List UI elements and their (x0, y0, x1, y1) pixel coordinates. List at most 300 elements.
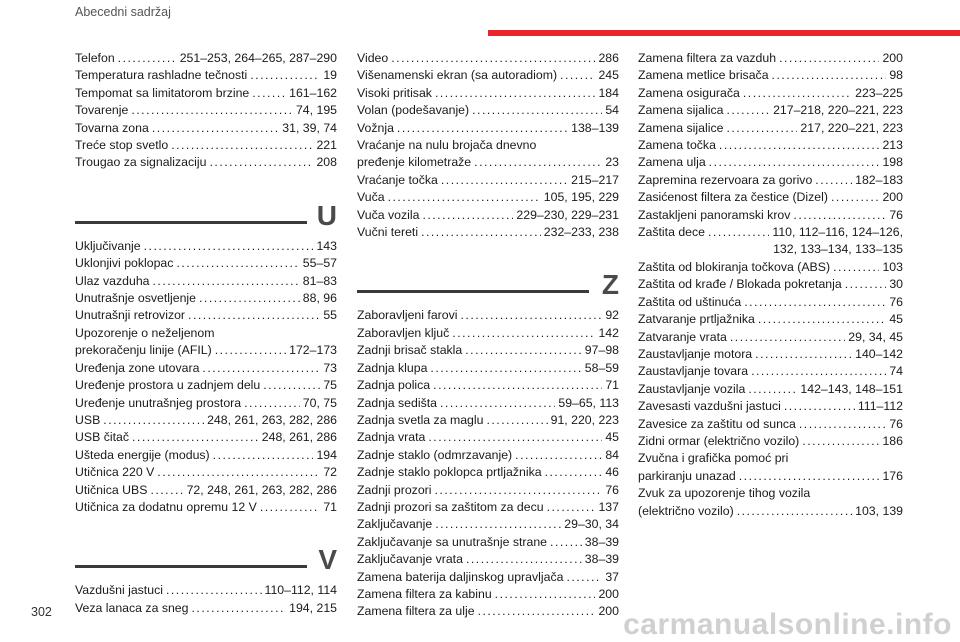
entry-name: Tovarenje (75, 103, 129, 118)
entry-name: Trougao za signalizaciju (75, 155, 207, 170)
index-entry (638, 381, 903, 398)
index-entry (75, 429, 337, 446)
index-entry (75, 120, 337, 137)
leader-dots (144, 238, 314, 255)
index-entry (638, 154, 903, 171)
entry-name: Zadnji brisač stakla (357, 343, 463, 358)
z-group-cont-2 (638, 259, 903, 450)
index-entry (638, 503, 903, 520)
entry-pages: 248, 261, 263, 282, 286 (207, 412, 337, 427)
index-entry (75, 273, 337, 290)
entry-pages: 98 (889, 68, 903, 83)
entry-pages: 200 (598, 604, 619, 619)
entry-name: Video (357, 51, 389, 65)
index-entry (638, 172, 903, 189)
index-entry (357, 377, 619, 394)
leader-dots (739, 468, 880, 485)
entry-name: Zaštita od uštinuća (638, 294, 742, 309)
index-entry (638, 85, 903, 102)
leader-dots (131, 102, 293, 119)
index-entry (357, 551, 619, 568)
entry-name: Zadnja klupa (357, 360, 428, 375)
index-entry (357, 67, 619, 84)
entry-pages: 76 (889, 294, 903, 309)
entry-pages: 59–65, 113 (558, 395, 619, 410)
leader-dots (784, 398, 855, 415)
watermark: carmanualsonline.info (623, 608, 952, 641)
section-header-z (357, 269, 619, 303)
entry-name: Zamena sijalica (638, 103, 724, 118)
leader-dots (545, 464, 603, 481)
entry-name: Visoki pritisak (357, 85, 432, 100)
index-entry (75, 395, 337, 412)
entry-name: Zadnje staklo (odmrzavanje) (357, 447, 513, 462)
page-number: 302 (31, 605, 52, 619)
entry-name: Zadnje staklo poklopca prtljažnika (357, 465, 542, 480)
entry-pages: 84 (605, 447, 619, 462)
entry-name: Zaustavljanje motora (638, 346, 753, 361)
entry-pages: 213 (882, 138, 903, 153)
entry-pages: 138–139 (571, 120, 619, 135)
entry-name: Uređenje unutrašnjeg prostora (75, 395, 242, 410)
entry-pages: 161–162 (289, 85, 337, 100)
entry-name: Veza lanaca za sneg (75, 600, 189, 615)
u-group (75, 238, 337, 325)
section-letter: U (316, 199, 337, 231)
leader-dots (815, 172, 852, 189)
entry-name: (električno vozilo) (638, 503, 734, 518)
leader-dots (244, 395, 300, 412)
index-entry (638, 137, 903, 154)
leader-dots (263, 377, 320, 394)
section-divider (75, 565, 307, 568)
leader-dots (709, 154, 880, 171)
leader-dots (550, 534, 582, 551)
index-entry-line: Zvuk za upozorenje tihog vozila (638, 486, 811, 501)
index-entry (357, 50, 619, 67)
leader-dots (118, 50, 177, 67)
entry-name: Vraćanje točka (357, 172, 438, 187)
entry-pages: 19 (323, 68, 337, 83)
entry-name: Zaključavanje vrata (357, 552, 463, 567)
leader-dots (252, 85, 286, 102)
index-entry (638, 416, 903, 433)
entry-pages: 221 (316, 138, 337, 153)
entry-name: Zamena osigurača (638, 85, 740, 100)
entry-name: Zamena točka (638, 138, 716, 153)
entry-pages: 103, 139 (855, 503, 903, 518)
entry-pages: 103 (882, 259, 903, 274)
leader-dots (192, 600, 287, 617)
entry-pages: 55–57 (302, 256, 337, 271)
entry-pages: 200 (882, 190, 903, 205)
t-group (75, 50, 337, 172)
leader-dots (845, 276, 887, 293)
entry-pages: 88, 96 (302, 291, 337, 306)
index-entry (75, 290, 337, 307)
index-entry (357, 534, 619, 551)
entry-name: Zadnja svetla za maglu (357, 412, 484, 427)
leader-dots (755, 346, 852, 363)
section-header-u (75, 200, 337, 234)
entry-name: Zamena filtera za ulje (357, 604, 475, 619)
index-entry (75, 102, 337, 119)
entry-name: Zamena filtera za vazduh (638, 51, 777, 65)
leader-dots (152, 120, 279, 137)
entry-pages: 76 (605, 482, 619, 497)
entry-pages: 73 (323, 360, 337, 375)
section-letter: V (318, 544, 337, 576)
entry-pages: 29–30, 34 (564, 517, 619, 532)
entry-name: Telefon (75, 51, 115, 65)
entry-pages: 186 (882, 433, 903, 448)
leader-dots (435, 482, 603, 499)
section-divider (75, 221, 307, 224)
entry-name: Zaštita od blokiranja točkova (ABS) (638, 259, 831, 274)
leader-dots (422, 207, 513, 224)
leader-dots (430, 360, 581, 377)
entry-name: Zidni ormar (električno vozilo) (638, 433, 800, 448)
entry-pages: 23 (605, 155, 619, 170)
leader-dots (793, 207, 886, 224)
entry-pages: 76 (889, 207, 903, 222)
index-entry (638, 102, 903, 119)
index-entry (75, 238, 337, 255)
entry-pages: 76 (889, 416, 903, 431)
entry-pages: 111–112 (857, 399, 903, 414)
leader-dots (397, 120, 568, 137)
entry-pages: 215–217 (571, 172, 619, 187)
entry-name: Tempomat sa limitatorom brzine (75, 85, 250, 100)
index-entry (638, 207, 903, 224)
leader-dots (474, 154, 602, 171)
index-entry (75, 50, 337, 67)
index-column-1 (75, 50, 337, 617)
leader-dots (737, 503, 852, 520)
entry-name: Vuča (357, 190, 385, 205)
leader-dots (495, 586, 596, 603)
leader-dots (726, 120, 797, 137)
entry-name: prekoračenju linije (AFIL) (75, 343, 212, 358)
entry-name: Zamena baterija daljinskog upravljača (357, 569, 564, 584)
v-group-cont-2 (357, 172, 619, 242)
section-header-v (75, 544, 337, 578)
index-entry (75, 464, 337, 481)
index-entry (75, 85, 337, 102)
leader-dots (726, 102, 770, 119)
index-entry-line: Upozorenje o neželjenom (75, 325, 215, 340)
index-entry (75, 412, 337, 429)
leader-dots (260, 499, 320, 516)
entry-pages: 105, 195, 229 (543, 190, 619, 205)
index-entry (638, 311, 903, 328)
entry-name: Zaboravljen ključ (357, 325, 450, 340)
entry-name: Uključivanje (75, 238, 141, 253)
entry-pages: 71 (323, 499, 337, 514)
entry-pages: 38–39 (584, 534, 619, 549)
index-entry (638, 259, 903, 276)
index-entry (357, 395, 619, 412)
leader-dots (772, 67, 887, 84)
entry-name: Zasićenost filtera za čestice (Dizel) (638, 190, 828, 205)
entry-name: Zamena metlice brisača (638, 68, 769, 83)
entry-name: Zatvaranje vrata (638, 329, 727, 344)
entry-name: Zavesice za zaštitu od sunca (638, 416, 796, 431)
entry-pages: 184 (598, 85, 619, 100)
entry-name: Zadnja sedišta (357, 395, 437, 410)
entry-pages: 200 (882, 51, 903, 65)
entry-pages: 251–253, 264–265, 287–290 (179, 51, 337, 65)
index-entry (357, 603, 619, 620)
entry-name: Zadnja polica (357, 378, 431, 393)
index-entry (638, 50, 903, 67)
index-entry (75, 377, 337, 394)
index-entry (357, 499, 619, 516)
leader-dots (433, 377, 602, 394)
leader-dots (388, 189, 541, 206)
index-entry (638, 67, 903, 84)
index-entry (75, 154, 337, 171)
index-column-3 (638, 50, 903, 520)
v-group (75, 582, 337, 617)
entry-pages: 74 (889, 364, 903, 379)
index-entry (357, 172, 619, 189)
entry-pages: 72 (323, 465, 337, 480)
index-entry (357, 102, 619, 119)
entry-pages: 70, 75 (302, 395, 337, 410)
index-entry-continuation: 132, 133–134, 133–135 (773, 242, 903, 257)
index-entry (357, 586, 619, 603)
entry-name: Zaboravljeni farovi (357, 308, 458, 323)
entry-name: Zamena filtera za kabinu (357, 586, 492, 601)
entry-pages: 72, 248, 261, 263, 282, 286 (186, 482, 337, 497)
entry-name: Zaštita dece (638, 225, 705, 240)
leader-dots (515, 447, 602, 464)
entry-name: Zastakljeni panoramski krov (638, 207, 791, 222)
entry-name: Tovarna zona (75, 120, 149, 135)
entry-name: Uređenje prostora u zadnjem delu (75, 378, 261, 393)
entry-pages: 45 (605, 430, 619, 445)
entry-pages: 223–225 (855, 85, 903, 100)
entry-pages: 142 (598, 325, 619, 340)
entry-pages: 140–142 (855, 346, 903, 361)
index-entry (638, 120, 903, 137)
index-entry (357, 447, 619, 464)
index-entry (75, 137, 337, 154)
leader-dots (799, 416, 886, 433)
entry-pages: 245 (598, 68, 619, 83)
leader-dots (166, 582, 262, 599)
entry-pages: 142–143, 148–151 (800, 381, 903, 396)
entry-pages: 75 (323, 378, 337, 393)
entry-name: Zaustavljanje tovara (638, 364, 749, 379)
entry-pages: 182–183 (855, 172, 903, 187)
entry-name: Višenamenski ekran (sa autoradiom) (357, 68, 558, 83)
entry-pages: 58–59 (584, 360, 619, 375)
entry-name: Zadnja vrata (357, 430, 426, 445)
entry-name: Zamena sijalice (638, 120, 724, 135)
leader-dots (250, 67, 320, 84)
index-column-2 (357, 50, 619, 621)
index-entry (75, 67, 337, 84)
section-divider (357, 290, 589, 293)
entry-name: Zavesasti vazdušni jastuci (638, 399, 781, 414)
leader-dots (730, 329, 845, 346)
leader-dots (547, 499, 596, 516)
leader-dots (758, 311, 886, 328)
index-entry (638, 433, 903, 450)
entry-pages: 29, 34, 45 (848, 329, 903, 344)
entry-pages: 74, 195 (295, 103, 337, 118)
entry-pages: 229–230, 229–231 (516, 207, 619, 222)
index-entry (357, 412, 619, 429)
leader-dots (153, 273, 300, 290)
entry-pages: 97–98 (584, 343, 619, 358)
leader-dots (560, 67, 595, 84)
index-entry (75, 307, 337, 324)
index-entry (357, 154, 619, 171)
entry-pages: 194, 215 (289, 600, 337, 615)
leader-dots (171, 137, 313, 154)
leader-dots (486, 412, 547, 429)
entry-pages: 176 (882, 468, 903, 483)
entry-pages: 143 (316, 238, 337, 253)
entry-name: Uklonjivi poklopac (75, 256, 174, 271)
leader-dots (213, 447, 314, 464)
entry-name: Unutrašnje osvetljenje (75, 291, 196, 306)
index-entry (357, 325, 619, 342)
entry-pages: 71 (605, 378, 619, 393)
leader-dots (831, 189, 879, 206)
leader-dots (421, 224, 541, 241)
entry-pages: 38–39 (584, 552, 619, 567)
entry-pages: 81–83 (302, 273, 337, 288)
leader-dots (132, 429, 259, 446)
entry-pages: 137 (598, 499, 619, 514)
leader-dots (209, 154, 313, 171)
entry-pages: 217, 220–221, 223 (800, 120, 903, 135)
entry-pages: 286 (598, 51, 619, 65)
entry-pages: 30 (889, 277, 903, 292)
entry-name: Zaključavanje sa unutrašnje strane (357, 534, 548, 549)
leader-dots (743, 85, 852, 102)
index-entry (357, 85, 619, 102)
index-entry (357, 429, 619, 446)
leader-dots (478, 603, 596, 620)
leader-dots (708, 224, 769, 241)
leader-dots (472, 102, 602, 119)
index-entry (75, 600, 337, 617)
entry-name: USB čitač (75, 430, 129, 445)
leader-dots (188, 307, 320, 324)
section-letter: Z (601, 269, 619, 301)
leader-dots (748, 381, 797, 398)
index-entry (357, 307, 619, 324)
entry-pages: 232–233, 238 (543, 225, 619, 240)
entry-name: Zatvaranje prtljažnika (638, 312, 755, 327)
index-entry (75, 255, 337, 272)
section-title: Abecedni sadržaj (75, 5, 171, 19)
leader-dots (719, 137, 880, 154)
leader-dots (440, 395, 555, 412)
entry-pages: 37 (605, 569, 619, 584)
entry-name: parkiranju unazad (638, 468, 736, 483)
entry-pages: 110–112, 114 (264, 583, 337, 598)
index-entry (357, 360, 619, 377)
entry-name: Ušteda energije (modus) (75, 447, 210, 462)
entry-name: Zaključavanje (357, 517, 433, 532)
entry-name: Zamena ulja (638, 155, 706, 170)
leader-dots (103, 412, 204, 429)
entry-name: Ulaz vazduha (75, 273, 150, 288)
index-entry (357, 516, 619, 533)
index-entry (357, 224, 619, 241)
header-accent-bar (488, 30, 960, 36)
leader-dots (465, 342, 582, 359)
leader-dots (751, 363, 886, 380)
entry-name: Zaštita od krađe / Blokada pokretanja (638, 277, 842, 292)
entry-pages: 198 (882, 155, 903, 170)
index-entry (75, 482, 337, 499)
entry-pages: 194 (316, 447, 337, 462)
entry-pages: 91, 220, 223 (550, 412, 619, 427)
index-entry (357, 189, 619, 206)
entry-pages: 92 (605, 308, 619, 323)
entry-pages: 110, 112–116, 124–126, (772, 225, 903, 240)
u-group-2 (75, 360, 337, 517)
entry-pages: 45 (889, 312, 903, 327)
entry-name: Utičnica 220 V (75, 465, 155, 480)
leader-dots (176, 255, 299, 272)
index-entry (357, 342, 619, 359)
index-entry (638, 189, 903, 206)
entry-name: Zadnji prozori sa zaštitom za decu (357, 499, 544, 514)
index-entry (357, 569, 619, 586)
index-entry (357, 464, 619, 481)
index-entry (75, 582, 337, 599)
leader-dots (441, 172, 568, 189)
index-entry (75, 342, 337, 359)
leader-dots (199, 290, 300, 307)
leader-dots (566, 569, 602, 586)
entry-name: Vožnja (357, 120, 394, 135)
entry-name: Utičnica za dodatnu opremu 12 V (75, 499, 257, 514)
leader-dots (150, 482, 183, 499)
entry-pages: 31, 39, 74 (282, 120, 337, 135)
entry-name: Temperatura rashladne tečnosti (75, 68, 248, 83)
index-entry (75, 447, 337, 464)
index-entry (638, 294, 903, 311)
z-group-cont (638, 50, 903, 241)
entry-name: Zadnji prozori (357, 482, 432, 497)
entry-name: Zaustavljanje vozila (638, 381, 746, 396)
entry-name: Treće stop svetlo (75, 138, 169, 153)
leader-dots (157, 464, 320, 481)
leader-dots (391, 50, 595, 67)
leader-dots (202, 360, 320, 377)
entry-pages: 46 (605, 465, 619, 480)
index-entry (638, 329, 903, 346)
index-entry (638, 346, 903, 363)
leader-dots (779, 50, 879, 67)
entry-name: Vučni tereti (357, 225, 419, 240)
entry-name: Volan (podešavanje) (357, 103, 470, 118)
index-entry (638, 468, 903, 485)
entry-pages: 172–173 (289, 343, 337, 358)
z-group (357, 307, 619, 620)
index-entry (638, 224, 903, 241)
leader-dots (833, 259, 879, 276)
